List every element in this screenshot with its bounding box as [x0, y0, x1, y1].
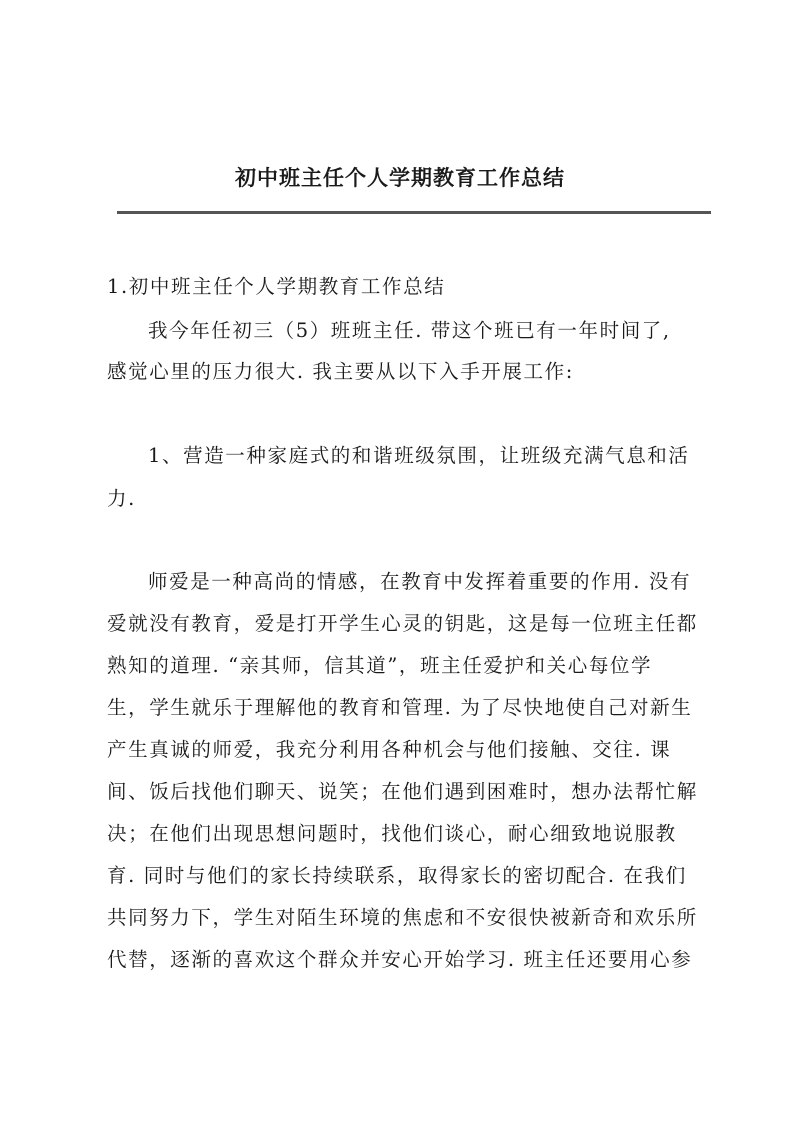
- paragraph-line: 育. 同时与他们的家长持续联系，取得家长的密切配合. 在我们: [107, 864, 687, 887]
- subsection-heading-line: 力.: [107, 487, 136, 510]
- paragraph-line: 爱就没有教育，爱是打开学生心灵的钥匙，这是每一位班主任都: [107, 612, 698, 635]
- paragraph-line: 代替，逐渐的喜欢这个群众并安心开始学习. 班主任还要用心参: [107, 948, 693, 971]
- title-divider: [117, 211, 711, 214]
- section-heading: 1.初中班主任个人学期教育工作总结: [107, 275, 446, 298]
- paragraph-line: 熟知的道理. “亲其师，信其道”，班主任爱护和关心每位学: [107, 654, 653, 677]
- document-title: 初中班主任个人学期教育工作总结: [235, 165, 565, 190]
- paragraph-line: 感觉心里的压力很大. 我主要从以下入手开展工作:: [107, 360, 574, 383]
- paragraph-line: 共同努力下，学生对陌生环境的焦虑和不安很快被新奇和欢乐所: [107, 906, 698, 929]
- paragraph-line: 生，学生就乐于理解他的教育和管理. 为了尽快地使自己对新生: [107, 696, 693, 719]
- paragraph-line: 间、饭后找他们聊天、说笑；在他们遇到困难时，想办法帮忙解: [107, 780, 698, 803]
- paragraph-line: 我今年任初三（5）班班主任. 带这个班已有一年时间了,: [148, 319, 671, 342]
- subsection-heading-line: 1、营造一种家庭式的和谐班级氛围，让班级充满气息和活: [148, 444, 690, 467]
- paragraph-line: 产生真诚的师爱，我充分利用各种机会与他们接触、交往. 课: [107, 738, 672, 761]
- paragraph-line: 决；在他们出现思想问题时，找他们谈心，耐心细致地说服教: [107, 822, 677, 845]
- paragraph-line: 师爱是一种高尚的情感，在教育中发挥着重要的作用. 没有: [148, 570, 692, 593]
